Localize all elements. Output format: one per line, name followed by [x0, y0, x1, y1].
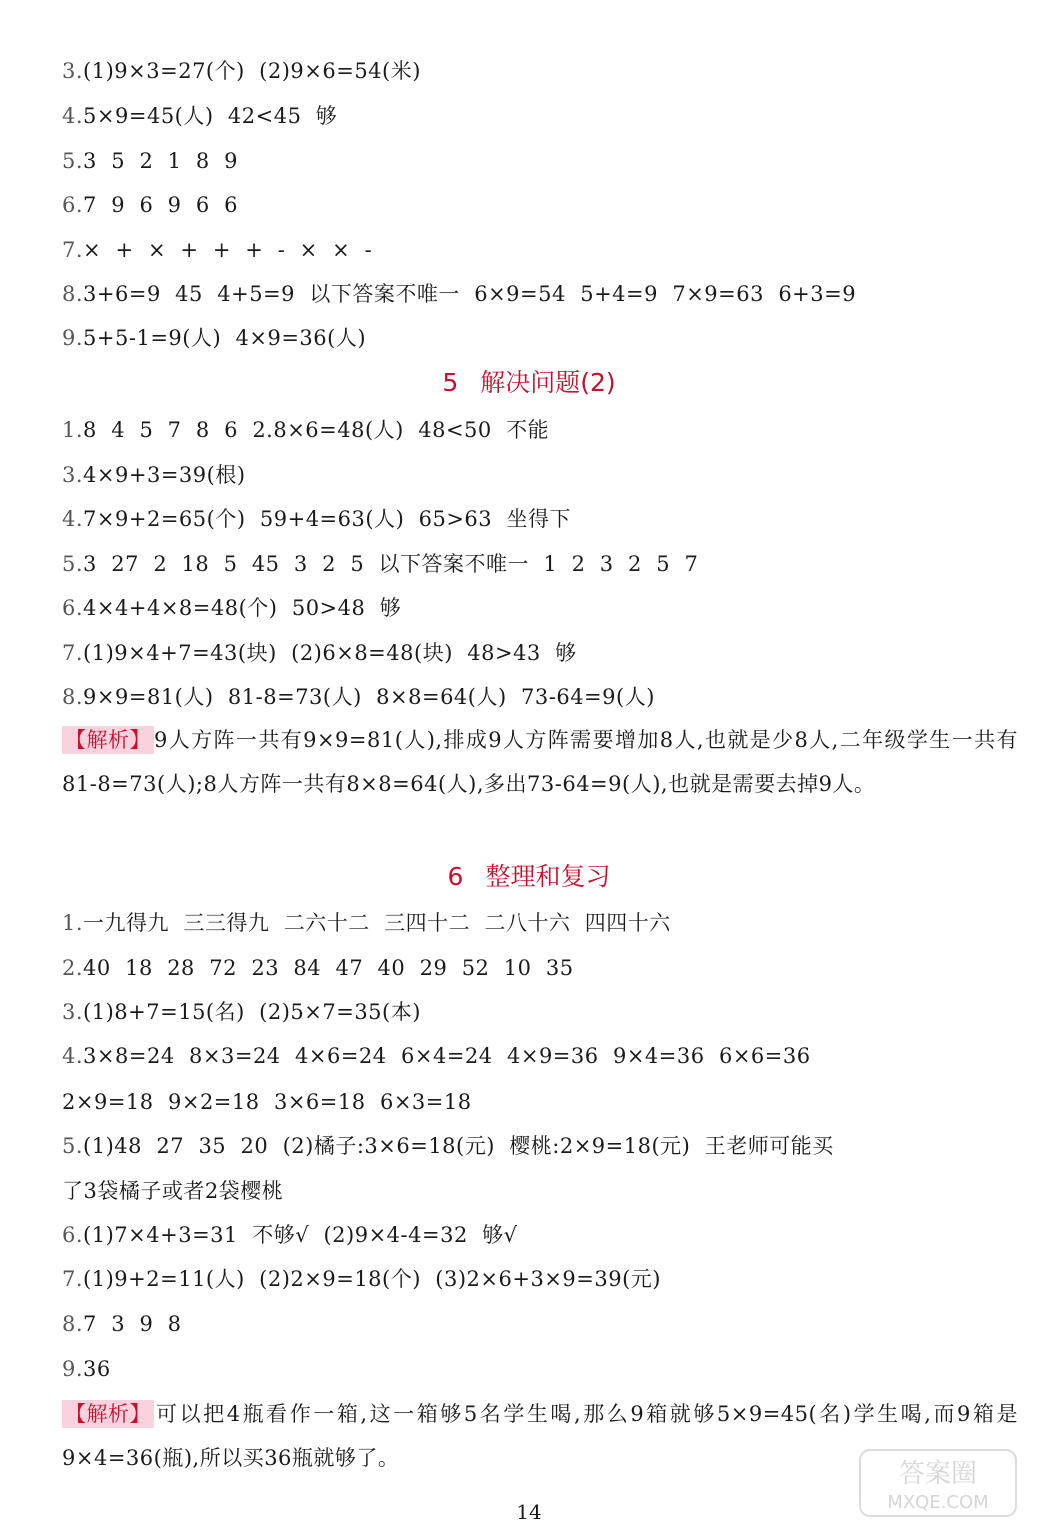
item-text: (1)9×3=27(个) (2)9×6=54(米) [83, 59, 421, 83]
item-text: (1)9×4+7=43(块) (2)6×8=48(块) 48>43 够 [83, 641, 577, 665]
answer-line [62, 953, 574, 983]
watermark-top-text: 答案圈 [898, 1459, 978, 1489]
item-number: 8. [62, 1312, 84, 1336]
answer-line [62, 997, 421, 1027]
item-text: 4×4+4×8=48(个) 50>48 够 [83, 596, 402, 620]
item-text: 36 [83, 1357, 111, 1381]
item-text: 5+5-1=9(人) 4×9=36(人) [83, 326, 367, 350]
answer-line [62, 1041, 811, 1071]
answer-line [62, 56, 421, 86]
analysis-tag: 【解析】 [62, 1400, 154, 1428]
item-text: 7 9 6 9 6 6 [83, 193, 238, 217]
section-title: 解决问题(2) [480, 368, 616, 397]
answer-line [62, 146, 238, 176]
item-number: 8. [62, 282, 84, 306]
answer-line [62, 908, 671, 938]
answer-line [62, 1354, 111, 1384]
item-number: 8. [62, 685, 84, 709]
item-text: 7×9+2=65(个) 59+4=63(人) 65>63 坐得下 [83, 507, 571, 531]
item-number: 4. [62, 507, 84, 531]
item-text: 40 18 28 72 23 84 47 40 29 52 10 35 [83, 956, 574, 980]
item-text: 了3袋橘子或者2袋樱桃 [62, 1179, 284, 1203]
item-text: 5×9=45(人) 42<45 够 [83, 104, 338, 128]
answer-line [62, 504, 571, 534]
item-number: 7. [62, 1267, 84, 1291]
section-number: 6 [447, 862, 464, 891]
answer-line [62, 638, 577, 668]
item-text: 一九得九 三三得九 二六十二 三四十二 二八十六 四四十六 [83, 911, 671, 935]
item-number: 1. [62, 911, 84, 935]
answer-line [62, 323, 366, 353]
item-number: 9. [62, 1357, 84, 1381]
item-number: 1. [62, 418, 84, 442]
answer-line [62, 1264, 661, 1294]
analysis-paragraph [62, 718, 1018, 806]
item-number: 5. [62, 1134, 84, 1158]
answer-line [62, 1220, 518, 1250]
item-number: 6. [62, 1223, 84, 1247]
answer-line [62, 415, 549, 445]
item-text: 8 4 5 7 8 6 2.8×6=48(人) 48<50 不能 [83, 418, 550, 442]
watermark-logo [858, 1448, 1018, 1518]
section-title: 整理和复习 [485, 862, 611, 891]
answer-line [62, 235, 372, 265]
item-number: 3. [62, 463, 84, 487]
answer-line [62, 549, 698, 579]
item-number: 5. [62, 552, 84, 576]
answer-line [62, 682, 655, 712]
answer-line [62, 460, 246, 490]
item-number: 4. [62, 1044, 84, 1068]
item-number: 4. [62, 104, 84, 128]
item-text: (1)7×4+3=31 不够√ (2)9×4-4=32 够√ [83, 1223, 518, 1247]
section-5-heading [0, 366, 1058, 400]
answer-line [62, 190, 238, 220]
item-text: 3+6=9 45 4+5=9 以下答案不唯一 6×9=54 5+4=9 7×9=63 6+3=9 [83, 282, 857, 306]
page-number: 14 [516, 1500, 542, 1524]
item-number: 6. [62, 193, 84, 217]
item-number: 3. [62, 1000, 84, 1024]
section-6-heading [0, 860, 1058, 894]
answer-line [62, 279, 856, 309]
item-text: 3 27 2 18 5 45 3 2 5 以下答案不唯一 1 2 3 2 5 7 [83, 552, 699, 576]
item-text: (1)8+7=15(名) (2)5×7=35(本) [83, 1000, 421, 1024]
item-text: (1)48 27 35 20 (2)橘子:3×6=18(元) 樱桃:2×9=18(元) 王老师可能买 [83, 1134, 834, 1158]
answer-line [62, 593, 401, 623]
analysis-text: 可以把4瓶看作一箱,这一箱够5名学生喝,那么9箱就够5×9=45(名)学生喝,而9箱是9×4=36(瓶),所以买36瓶就够了。 [62, 1402, 1018, 1470]
analysis-text: 9人方阵一共有9×9=81(人),排成9人方阵需要增加8人,也就是少8人,二年级学生一共有81-8=73(人);8人方阵一共有8×8=64(人),多出73-64=9(人),也就是需要去掉9人。 [62, 728, 1018, 796]
item-text: 4×9+3=39(根) [83, 463, 246, 487]
item-number: 7. [62, 238, 84, 262]
item-number: 6. [62, 596, 84, 620]
item-text: 2×9=18 9×2=18 3×6=18 6×3=18 [62, 1090, 472, 1114]
answer-line [62, 1176, 283, 1206]
answer-line [62, 1087, 472, 1117]
item-text: × + × + + + - × × - [83, 238, 373, 262]
answer-line [62, 1131, 834, 1161]
item-number: 7. [62, 641, 84, 665]
analysis-tag: 【解析】 [62, 726, 154, 754]
item-number: 2. [62, 956, 84, 980]
item-text: (1)9+2=11(人) (2)2×9=18(个) (3)2×6+3×9=39(元) [83, 1267, 661, 1291]
item-text: 9×9=81(人) 81-8=73(人) 8×8=64(人) 73-64=9(人) [83, 685, 655, 709]
item-text: 3 5 2 1 8 9 [83, 149, 238, 173]
item-number: 9. [62, 326, 84, 350]
item-number: 5. [62, 149, 84, 173]
answer-line [62, 1309, 182, 1339]
item-text: 7 3 9 8 [83, 1312, 182, 1336]
item-number: 3. [62, 59, 84, 83]
item-text: 3×8=24 8×3=24 4×6=24 6×4=24 4×9=36 9×4=36 6×6=36 [83, 1044, 811, 1068]
watermark-bottom-text: MXQE.COM [887, 1492, 989, 1513]
section-number: 5 [442, 368, 459, 397]
answer-line [62, 101, 337, 131]
